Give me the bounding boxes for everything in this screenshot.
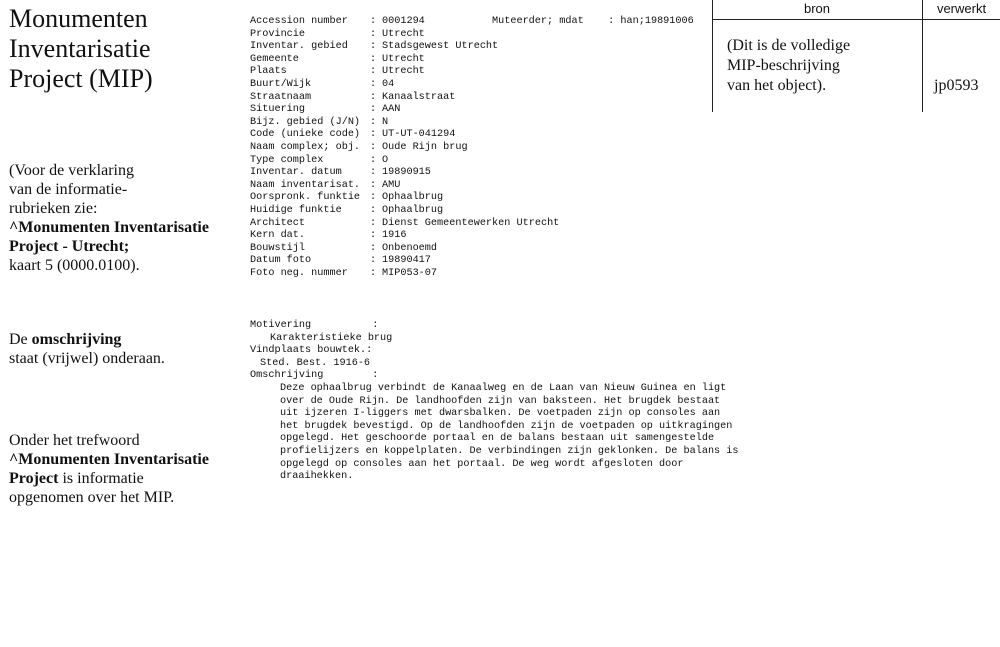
bron-line: (Dit is de volledige (727, 37, 851, 54)
record-value: AMU (382, 179, 401, 191)
note1-line: (Voor de verklaring (9, 162, 134, 179)
record-separator: : (370, 91, 377, 103)
record-separator: : (370, 154, 377, 166)
note1-reference-link-cont[interactable]: Project - Utrecht; (9, 238, 130, 255)
record-row (250, 180, 559, 193)
record-separator: : (370, 28, 377, 40)
record-separator: : (370, 179, 377, 191)
note1-reference-link[interactable]: ^Monumenten Inventarisatie (9, 219, 209, 236)
record-label: Naam complex; obj. (250, 141, 361, 153)
motivering-label: Motivering : (250, 320, 379, 331)
record-separator: : (370, 141, 377, 153)
record-separator: : (370, 267, 377, 279)
record-value: 04 (382, 78, 395, 90)
record-value: MIP053-07 (382, 267, 438, 279)
record-row (250, 218, 559, 231)
record-label: Kern dat. (250, 230, 306, 242)
record-value: Onbenoemd (382, 242, 438, 254)
vindplaats-value: Sted. Best. 1916-6 (260, 357, 371, 369)
record-row (250, 142, 559, 155)
record-separator: : (370, 230, 377, 242)
omschrijving-text (250, 383, 770, 484)
record-separator: : (370, 192, 377, 204)
record-row (250, 268, 559, 281)
title-line-2: Inventarisatie (9, 34, 151, 63)
omschrijving-line: opgelegd. Het geschoorde portaal en de balans bestaan uit samengestelde (280, 433, 715, 445)
record-row (250, 66, 559, 79)
omschrijving-line: profielijzers en koppelplaten. De verbindingen zijn geklonken. De balans is (280, 445, 739, 457)
record-separator: : (370, 41, 377, 53)
record-label: Straatnaam (250, 91, 312, 103)
record-value: 19890915 (382, 167, 431, 179)
record-value: Dienst Gemeentewerken Utrecht (382, 217, 560, 229)
record-row (250, 192, 559, 205)
omschrijving-line: draaihekken. (280, 471, 354, 483)
record-separator: : (370, 255, 377, 267)
record-separator: : (370, 116, 377, 128)
record-label: Architect (250, 217, 306, 229)
record-label: Huidige funktie (250, 204, 342, 216)
record-label: Plaats (250, 66, 287, 78)
record-value: 19890417 (382, 255, 431, 267)
record-value: Stadsgewest Utrecht (382, 41, 499, 53)
record-label: Inventar. datum (250, 167, 342, 179)
title-line-3: Project (MIP) (9, 64, 153, 93)
note1-line: van de informatie- (9, 181, 128, 198)
header-bron: bron (803, 1, 831, 16)
bron-description (727, 36, 917, 96)
verwerkt-code: jp0593 (934, 77, 979, 94)
omschrijving-line: opgelegd op consoles aan het portaal. De weg wordt afgesloten door (280, 458, 684, 470)
record-value: UT-UT-041294 (382, 129, 456, 141)
record-label: Foto neg. nummer (250, 267, 348, 279)
record-separator: : (370, 16, 377, 27)
record-value: Oude Rijn brug (382, 141, 468, 153)
vindplaats-label: Vindplaats bouwtek.: (250, 345, 373, 357)
record-row (250, 255, 559, 268)
record-row (250, 92, 559, 105)
record-fields (250, 16, 559, 280)
omschrijving-line: uit ijzeren I-liggers met dwarsbalken. De voetpaden zijn op consoles aan (280, 408, 721, 420)
record-value: Utrecht (382, 28, 425, 40)
record-label: Naam inventarisat. (250, 179, 361, 191)
record-label: Bijz. gebied (J/N) (250, 116, 361, 128)
source-box-divider (922, 0, 923, 112)
record-separator: : (370, 104, 377, 116)
record-label: Gemeente (250, 53, 299, 65)
record-label: Buurt/Wijk (250, 78, 312, 90)
record-separator: : (370, 167, 377, 179)
note3-reference-link[interactable]: ^Monumenten Inventarisatie (9, 451, 209, 468)
record-value: AAN (382, 104, 401, 116)
record-separator: : (370, 129, 377, 141)
record-row (250, 54, 559, 67)
record-label: Inventar. gebied (250, 41, 348, 53)
record-value: Utrecht (382, 53, 425, 65)
header-verwerkt: verwerkt (936, 1, 987, 16)
record-row (250, 104, 559, 117)
omschrijving-line: Deze ophaalbrug verbindt de Kanaalweg en de Laan van Nieuw Guinea en ligt (280, 382, 727, 394)
note3-text: Onder het trefwoord (9, 432, 140, 449)
record-label: Type complex (250, 154, 324, 166)
record-row (250, 29, 559, 42)
record-separator: : (370, 66, 377, 78)
note3-reference-link-cont[interactable]: Project (9, 470, 59, 487)
record-separator: : (370, 204, 377, 216)
note2-keyword: omschrijving (31, 331, 122, 348)
note2-text: staat (vrijwel) onderaan. (9, 350, 165, 367)
record-value: Ophaalbrug (382, 204, 444, 216)
record-separator: : (370, 217, 377, 229)
record-row (250, 243, 559, 256)
note-explanation (9, 161, 249, 275)
record-row (250, 230, 559, 243)
record-value: 0001294 (382, 16, 425, 27)
note3-text: opgenomen over het MIP. (9, 489, 175, 506)
source-box-left-border (712, 0, 713, 112)
record-row (250, 117, 559, 130)
record-label: Bouwstijl (250, 242, 306, 254)
record-value: Utrecht (382, 66, 425, 78)
record-row (250, 79, 559, 92)
omschrijving-label: Omschrijving : (250, 370, 379, 382)
record-value: 1916 (382, 230, 407, 242)
record-label: Code (unieke code) (250, 129, 361, 141)
record-label: Oorspronk. funktie (250, 192, 361, 204)
bron-line: MIP-beschrijving (727, 57, 840, 74)
omschrijving-line: over de Oude Rijn. De landhoofden zijn van baksteen. Het brugdek bestaat (280, 395, 721, 407)
record-row (250, 41, 559, 54)
record-value: Ophaalbrug (382, 192, 444, 204)
record-row (250, 129, 559, 142)
record-label: Accession number (250, 16, 348, 27)
record-row (250, 155, 559, 168)
record-row (250, 167, 559, 180)
source-box (712, 0, 1000, 112)
description-block (250, 320, 770, 484)
record-label: Datum foto (250, 255, 312, 267)
record-value: Kanaalstraat (382, 91, 456, 103)
title-line-1: Monumenten (9, 4, 148, 33)
omschrijving-line: het brugdek bevestigd. Op de landhoofden zijn de voetpaden op uitkragingen (280, 420, 733, 432)
motivering-value: Karakteristieke brug (270, 332, 393, 344)
note2-text: De (9, 331, 32, 348)
record-row (250, 205, 559, 218)
record-value: N (382, 116, 389, 128)
note1-line: kaart 5 (0000.0100). (9, 257, 140, 274)
record-separator: : (370, 53, 377, 65)
record-separator: : (370, 242, 377, 254)
source-box-header-rule (712, 19, 1000, 20)
record-label: Provincie (250, 28, 306, 40)
note1-line: rubrieken zie: (9, 200, 98, 217)
record-separator: : (370, 78, 377, 90)
page-title (9, 4, 239, 94)
note3-text: is informatie (58, 470, 144, 487)
bron-line: van het object). (727, 77, 827, 94)
note-keyword-hint (9, 431, 249, 507)
record-label: Situering (250, 104, 306, 116)
note-description-hint (9, 330, 249, 368)
record-value: O (382, 154, 389, 166)
mutator-field: Muteerder; mdat : han;19891006 (492, 16, 694, 27)
